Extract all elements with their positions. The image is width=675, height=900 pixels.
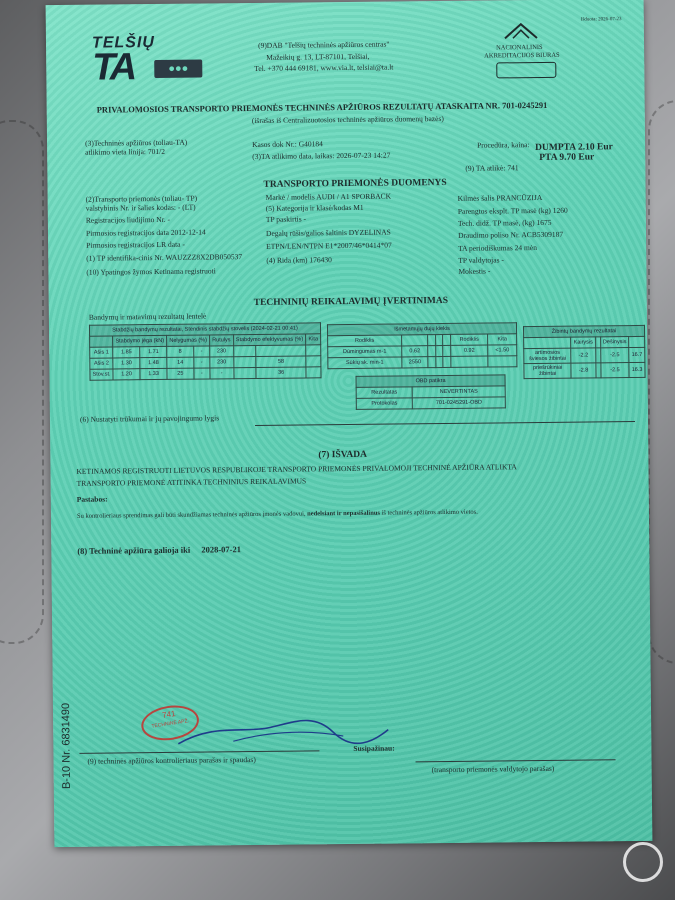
owner-sign-label: (transporto priemonės valdytojo parašas) xyxy=(431,763,555,775)
accreditation-badge xyxy=(496,62,556,79)
cell: 1.33 xyxy=(140,368,167,379)
category: (5) Kategorija ir klasė/kodas M1 xyxy=(265,202,364,213)
first-reg-lt: Pirmosios registracijos LR data - xyxy=(86,239,185,250)
cell: Kairysis xyxy=(571,337,595,348)
seat-stitch-right xyxy=(648,100,675,664)
cell: -2.5 xyxy=(601,363,630,378)
stamp-text: TECHNINĖ APŽ. xyxy=(151,718,190,730)
brake-col: Nelygumas (%) xyxy=(167,335,210,346)
cell: - xyxy=(210,368,234,379)
max-mass: Tech. didž. TP masė, (kg) 1675 xyxy=(457,217,552,228)
owner: TP valdytojas - xyxy=(458,255,504,265)
reg-label1: (2)Transporto priemonės (toliau- TP) xyxy=(85,193,198,204)
cell: Protokolas xyxy=(356,398,412,410)
cell: Rodiklis xyxy=(451,334,488,345)
cell: 0.92 xyxy=(451,345,488,356)
conclusion-line1: KETINAMOS REGISTRUOTI LIETUVOS RESPUBLIKOJE TRANSPORTO PRIEMONĖS PRIVALOMOJI TECHNINĖ APŽIŪRA ATLIKTA xyxy=(76,462,517,476)
cell xyxy=(428,346,436,357)
org-line2: Mažeikių g. 13, LT-87101, Telšiai, xyxy=(266,51,370,62)
vin-number: (1) TP identifika-cinis Nr. WAUZZZ8X2DB050537 xyxy=(86,252,243,263)
cell: 230 xyxy=(210,346,234,357)
cell: <1.50 xyxy=(488,345,517,356)
cell: Rezultatas xyxy=(356,387,412,399)
cell: 25 xyxy=(167,368,194,379)
seat-stitch-left xyxy=(0,120,44,644)
measure-label: Bandymų ir matavimų rezultatų lentelė xyxy=(88,311,207,322)
cell: -2.8 xyxy=(571,363,595,378)
cell xyxy=(428,357,436,368)
inspection-report-document xyxy=(46,0,653,847)
cell: NEVERTINTAS xyxy=(412,386,505,398)
logo-top-text: TELŠIŲ xyxy=(91,34,155,52)
table-row xyxy=(90,367,321,380)
purpose: TP paskirtis - xyxy=(265,214,307,224)
curb-mass: Parengtos eksplt. TP masė (kg) 1260 xyxy=(457,205,568,216)
cell: Ašis 2 xyxy=(90,358,113,369)
cell: Dūmingumas m-1 xyxy=(328,346,402,358)
cell xyxy=(443,334,451,345)
cell: 14 xyxy=(167,357,194,368)
payer: Mokestis - xyxy=(458,266,491,276)
table-row xyxy=(328,356,517,369)
cell: 16.3 xyxy=(629,362,645,377)
cell xyxy=(524,337,572,348)
exhaust-table-title: Išmetamųjų dujų kiekis xyxy=(327,323,516,336)
reg-cert: Registracijos liudijimo Nr. - xyxy=(85,214,171,225)
table-row xyxy=(524,362,645,378)
cell xyxy=(233,367,256,378)
cell xyxy=(306,356,321,367)
odometer: (4) Rida (km) 176430 xyxy=(266,255,332,265)
cell: 230 xyxy=(210,357,234,368)
defects-label: (6) Nustatyti trūkumai ir jų pavojingumo lygis xyxy=(79,413,220,424)
cell: -2.5 xyxy=(600,348,629,363)
cell: Stov.st. xyxy=(90,369,113,380)
cell: Kita xyxy=(488,334,517,345)
cell: Sūkių sk. min-1 xyxy=(328,357,402,369)
stamp-number: 741 xyxy=(161,709,177,720)
conclusion-heading: (7) IŠVADA xyxy=(318,449,368,461)
table-row xyxy=(524,347,645,363)
cell: Dešinysis xyxy=(600,337,629,348)
fuel-type: Degalų rūšis/galios šaltinis DYZELINAS xyxy=(265,227,391,238)
cell xyxy=(436,357,444,368)
etpn: ETPN/LEN/NTPN E1*2007/46*0414*07 xyxy=(266,240,392,251)
cash-doc-no: Kasos dok Nr.: G40184 xyxy=(252,139,323,149)
brake-table-title: Stabdžių bandymų rezultatai, Stendinis stabdžių stovelis (2024-02-21 00:41) xyxy=(89,323,320,336)
notes-post: iš techninės apžiūros atlikimo vietos. xyxy=(381,508,478,517)
logo-big-text: TA xyxy=(92,46,135,89)
lights-table-title: Žibintų bandymų rezultatai xyxy=(524,325,645,337)
ta-period: TA periodiškumas 24 mėn xyxy=(458,243,537,253)
validity-label: (8) Techninė apžiūra galioja iki xyxy=(77,544,191,556)
reg-label2: valstybinis Nr. ir šalies kodas: - (LT) xyxy=(85,202,196,213)
cell: 0.62 xyxy=(402,346,428,357)
corner-small-text: Išduota: 2026-07-23 xyxy=(580,17,622,23)
notes-text xyxy=(77,509,478,520)
cell: priešrūkiniai žibintai xyxy=(524,363,572,378)
form-serial-number: B-10 Nr. 6831490 xyxy=(60,702,73,790)
cell: Rodiklis xyxy=(328,335,402,347)
cell: 1.85 xyxy=(113,347,140,358)
cell: - xyxy=(193,357,209,368)
vehicle-heading: TRANSPORTO PRIEMONĖS DUOMENYS xyxy=(263,177,447,190)
brake-results-table xyxy=(89,322,322,380)
notes-pre: Su kontrolieriaus sprendimas gali būti skundžiamas techninės apžiūros įmonės vadovui, xyxy=(76,510,306,520)
cell: 1.20 xyxy=(113,369,140,380)
conclusion-line2: TRANSPORTO PRIEMONĖ ATITINKA TECHNINIUS REIKALAVIMUS xyxy=(76,476,307,488)
report-title: PRIVALOMOSIOS TRANSPORTO PRIEMONĖS TECHNINĖS APŽIŪROS REZULTATŲ ATASKAITA NR. 701-0245291 xyxy=(96,99,548,115)
cell xyxy=(233,356,256,367)
watermark-icon xyxy=(623,842,663,882)
cell: 8 xyxy=(167,346,194,357)
cell: 36 xyxy=(256,367,306,379)
table-row xyxy=(356,397,505,410)
cell xyxy=(306,367,321,378)
notes-bold: nedelsiant ir nepasišalinus xyxy=(307,509,381,518)
special-notes: (10) Ypatingos žymos Ketinama registruoti xyxy=(86,266,216,277)
cell: artimosios šviesos žibintai xyxy=(524,348,572,363)
org-line3: Tel. +370 444 69181, www.via.lt, telsiai@ta.lt xyxy=(254,62,394,73)
telsiu-ta-logo xyxy=(91,34,189,89)
cell xyxy=(443,356,451,367)
brake-col: Kita xyxy=(306,334,321,345)
org-line1: (9)DAB "Telšių techninės apžiūros centras" xyxy=(257,39,390,50)
tech-heading: TECHNINIŲ REIKALAVIMŲ ĮVERTINIMAS xyxy=(253,295,449,308)
validity-date: 2028-07-21 xyxy=(201,544,242,555)
exhaust-table xyxy=(327,322,517,369)
cell xyxy=(629,336,645,347)
first-reg-date: Pirmosios registracijos data 2012-12-14 xyxy=(85,227,206,238)
cell: Ašis 1 xyxy=(90,347,113,358)
cell: 701-0245291-OBD xyxy=(412,397,505,409)
brake-col: Stabdymo efektyvumas (%) xyxy=(233,334,306,346)
notes-label: Pastabos: xyxy=(76,494,108,504)
cell: 1.30 xyxy=(113,358,140,369)
cell: - xyxy=(193,346,209,357)
defects-line xyxy=(255,421,635,426)
cell xyxy=(488,356,517,367)
cell xyxy=(451,356,488,367)
cell: 1.48 xyxy=(140,357,167,368)
obd-title: OBD patikra xyxy=(356,375,505,388)
brake-col: Stabdymo jėga (kN) xyxy=(113,335,167,347)
obd-table xyxy=(356,374,506,410)
cell: 58 xyxy=(256,356,306,368)
ta-station-label: (3)Techninės apžiūros (toliau-TA) xyxy=(85,137,188,148)
cell xyxy=(428,335,436,346)
acquainted-label: Susipažinau: xyxy=(353,743,395,753)
ta-worker: (9) TA atlikė: 741 xyxy=(465,163,519,173)
signature-label: (9) techninės apžiūros kontrolieriaus parašas ir spaudas) xyxy=(87,754,256,766)
logo-badge: ●●● xyxy=(154,60,202,79)
lights-table xyxy=(523,325,646,379)
cell: -2.2 xyxy=(571,348,595,363)
brake-col xyxy=(90,336,113,347)
cell: 16.7 xyxy=(629,347,645,362)
origin-country: Kilmės šalis PRANCŪZIJA xyxy=(457,192,543,203)
price-dumpta: DUMPTA 2.10 Eur xyxy=(535,142,613,154)
cell: - xyxy=(194,368,210,379)
cell xyxy=(435,335,443,346)
insurance-no: Draudimo poliso Nr. ACB5309187 xyxy=(457,229,564,240)
accr-line2: AKREDITACIJOS BIURAS xyxy=(484,51,560,60)
accr-line1: NACIONALINIS xyxy=(496,43,543,52)
owner-sign-line xyxy=(416,759,616,762)
make-model: Markė / modelis AUDI / A1 SPORBACK xyxy=(265,191,392,202)
cell xyxy=(233,345,256,356)
cell: 1.71 xyxy=(140,346,167,357)
brake-col: Rutulys xyxy=(210,335,234,346)
accreditation-icon xyxy=(501,20,541,40)
ta-date: (3)TA atlikimo data, laikas: 2026-07-23 14:27 xyxy=(252,150,391,161)
cell xyxy=(256,345,306,357)
procedure-label: Procedūra, kaina: xyxy=(477,140,530,150)
cell xyxy=(443,345,451,356)
ta-station-no: atlikimo vieta linija: 701/2 xyxy=(85,146,165,157)
cell: 2550 xyxy=(402,357,428,368)
price-pta: PTA 9.70 Eur xyxy=(539,152,595,163)
cell xyxy=(401,335,427,346)
cell xyxy=(435,346,443,357)
report-subtitle: (išrašas iš Centralizuotosios techninės apžiūros duomenų bazės) xyxy=(251,113,444,126)
cell xyxy=(306,345,321,356)
